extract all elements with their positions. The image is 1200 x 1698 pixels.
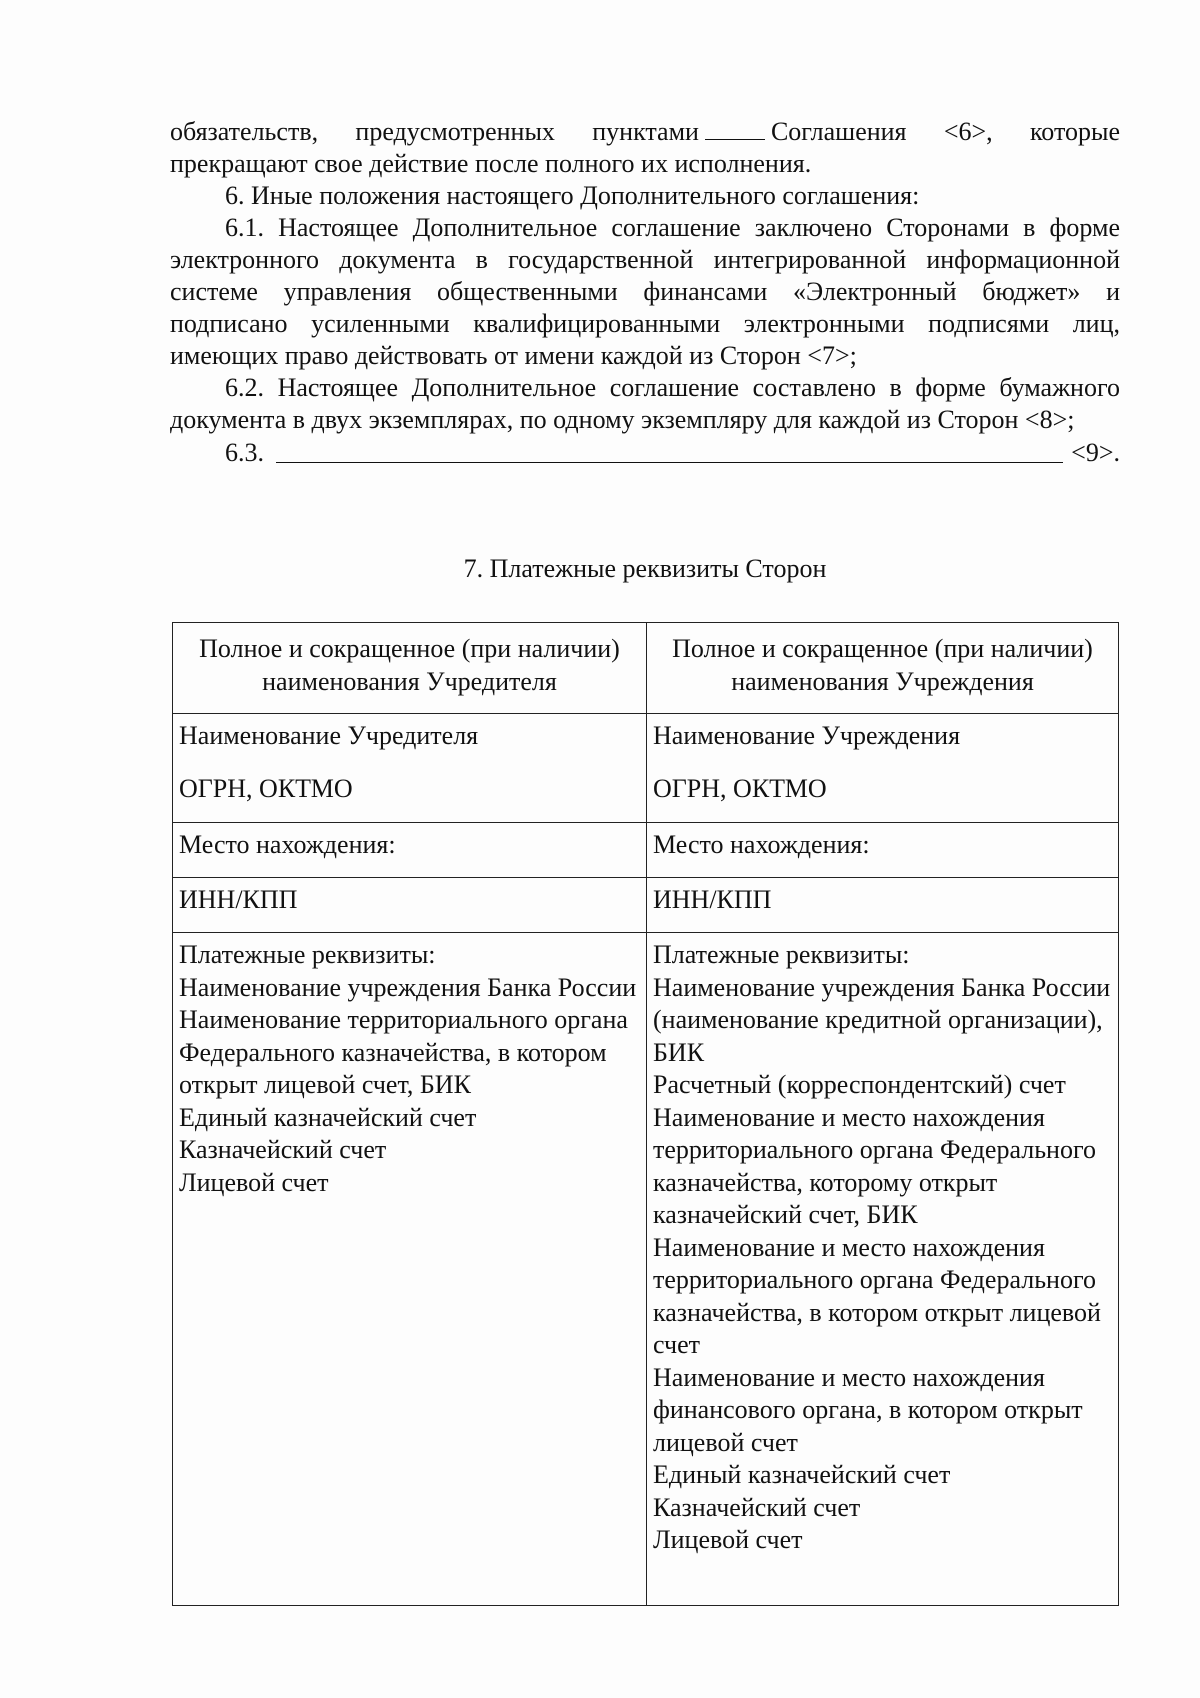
table-row-payment xyxy=(173,933,1119,1606)
list-item: Расчетный (корреспондентский) счет xyxy=(653,1070,1066,1099)
body-text xyxy=(170,116,1120,469)
list-item: Лицевой счет xyxy=(179,1167,329,1197)
list-item: Единый казначейский счет xyxy=(653,1460,951,1489)
spacer xyxy=(653,753,1112,773)
paragraph-continuation-line1 xyxy=(170,116,1120,148)
blank-line xyxy=(276,436,1063,463)
paragraph-6-3-ref: <9>. xyxy=(1071,438,1120,467)
list-item: Казначейский счет xyxy=(653,1492,861,1522)
founder-ogrn-label: ОГРН, ОКТМО xyxy=(179,773,353,803)
header-cell-institution: Полное и сокращенное (при наличии) наименования Учреждения xyxy=(647,623,1119,714)
paragraph-6-3 xyxy=(170,436,1120,469)
paragraph-6-3-number: 6.3. xyxy=(225,438,264,467)
table-header-row xyxy=(173,623,1119,714)
list-item: Платежные реквизиты: xyxy=(179,940,436,969)
cell-institution-payment xyxy=(647,933,1119,1606)
paragraph-continuation-line2: прекращают свое действие после полного их исполнения. xyxy=(170,149,812,178)
list-item: Платежные реквизиты: xyxy=(653,940,910,969)
cell-founder-name xyxy=(173,714,647,823)
table-row-place xyxy=(173,823,1119,878)
spacer xyxy=(179,753,640,773)
institution-name-label: Наименование Учреждения xyxy=(653,721,961,750)
table-row-name xyxy=(173,714,1119,823)
paragraph-6-1: 6.1. Настоящее Дополнительное соглашение заключено Сторонами в форме электронного документа в государственной интегрированной информационной системе управления общественными финансами «Электронный бюджет» и подписано усиленными квалифицированными электронными подписями лиц, имеющих право действовать от имени каждой из Сторон <7>; xyxy=(170,213,1120,370)
table-row-inn xyxy=(173,878,1119,933)
blank-line xyxy=(705,119,765,140)
list-item: Наименование и место нахождения территориального органа Федерального казначейства, в котором открыт лицевой счет xyxy=(653,1232,1101,1359)
list-item: Единый казначейский счет xyxy=(179,1102,477,1132)
cell-institution-inn: ИНН/КПП xyxy=(647,878,1119,933)
institution-ogrn-label: ОГРН, ОКТМО xyxy=(653,773,827,803)
cell-founder-inn: ИНН/КПП xyxy=(173,878,647,933)
list-item: Наименование учреждения Банка России xyxy=(179,972,637,1002)
header-cell-founder: Полное и сокращенное (при наличии) наименования Учредителя xyxy=(173,623,647,714)
founder-name-label: Наименование Учредителя xyxy=(179,721,479,750)
cell-founder-payment xyxy=(173,933,647,1606)
payment-details-table xyxy=(172,622,1119,1606)
list-item: Наименование учреждения Банка России (наименование кредитной организации), БИК xyxy=(653,972,1111,1067)
list-item: Казначейский счет xyxy=(179,1135,387,1164)
list-item: Лицевой счет xyxy=(653,1525,803,1554)
section-title: 7. Платежные реквизиты Сторон xyxy=(463,554,827,583)
paragraph-6: 6. Иные положения настоящего Дополнительного соглашения: xyxy=(225,181,920,210)
text-fragment: обязательств, предусмотренных пунктами xyxy=(170,117,699,146)
paragraph-6-2: 6.2. Настоящее Дополнительное соглашение составлено в форме бумажного документа в двух экземплярах, по одному экземпляру для каждой из Сторон <8>; xyxy=(170,373,1120,434)
list-item: Наименование и место нахождения территориального органа Федерального казначейства, которому открыт казначейский счет, БИК xyxy=(653,1102,1096,1229)
list-item: Наименование территориального органа Федерального казначейства, в котором открыт лицевой счет, БИК xyxy=(179,1005,628,1099)
text-fragment: Соглашения <6>, которые xyxy=(770,117,1120,146)
cell-institution-name xyxy=(647,714,1119,823)
cell-founder-place: Место нахождения: xyxy=(173,823,647,878)
cell-institution-place: Место нахождения: xyxy=(647,823,1119,878)
list-item: Наименование и место нахождения финансового органа, в котором открыт лицевой счет xyxy=(653,1362,1083,1457)
